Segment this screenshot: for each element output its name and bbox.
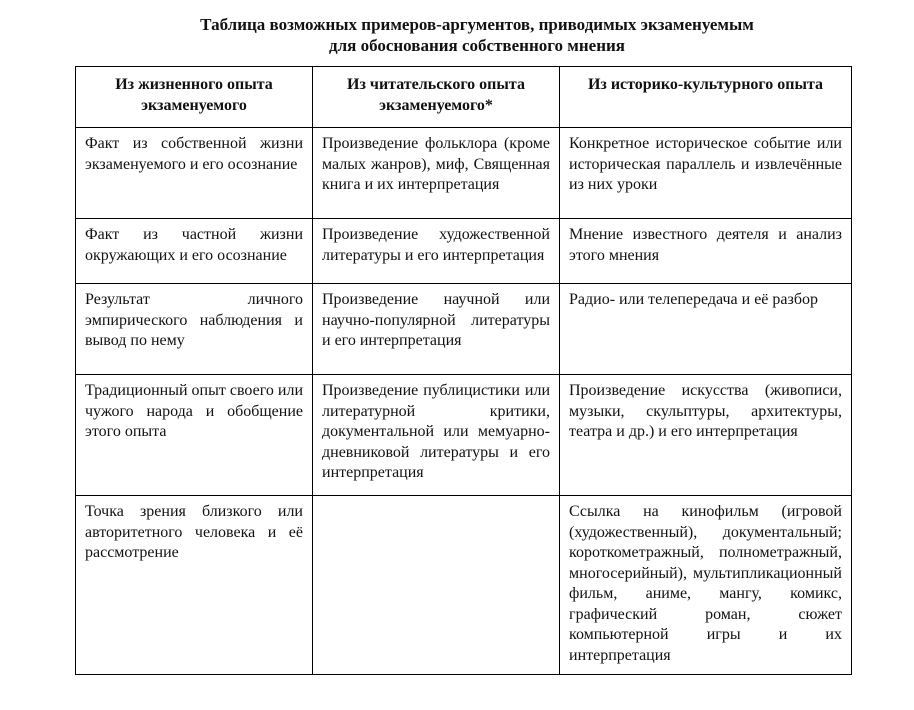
table-row — [76, 219, 852, 284]
table-cell: Конкретное историческое событие или историческая параллель и извлечённые из них уроки — [560, 128, 852, 219]
table-cell: Произведение научной или научно-популярной литературы и его интерпретация — [313, 284, 560, 375]
table-cell: Факт из собственной жизни экзаменуемого и его осознание — [76, 128, 313, 219]
table-row — [76, 496, 852, 675]
table-title — [0, 14, 914, 56]
header-life-experience: Из жизненного опыта экзаменуемого — [76, 67, 313, 128]
table-cell: Точка зрения близкого или авторитетного человека и её рассмотрение — [76, 496, 313, 675]
table-cell: Результат личного эмпирического наблюдения и вывод по нему — [76, 284, 313, 375]
table-cell: Произведение художественной литературы и его интерпретация — [313, 219, 560, 284]
table-cell: Произведение фольклора (кроме малых жанров), миф, Священная книга и их интерпретация — [313, 128, 560, 219]
table-row — [76, 375, 852, 496]
table-cell: Факт из частной жизни окружающих и его осознание — [76, 219, 313, 284]
table-cell: Произведение публицистики или литературной критики, документальной или мемуарно-дневниковой литературы и его интерпретация — [313, 375, 560, 496]
table-cell: Традиционный опыт своего или чужого народа и обобщение этого опыта — [76, 375, 313, 496]
title-line-2: для обоснования собственного мнения — [328, 36, 625, 55]
table-cell: Мнение известного деятеля и анализ этого мнения — [560, 219, 852, 284]
arguments-table — [75, 66, 852, 675]
table-cell-empty — [313, 496, 560, 675]
table-row — [76, 284, 852, 375]
table-cell: Радио- или телепередача и её разбор — [560, 284, 852, 375]
header-reading-experience: Из читательского опыта экзаменуемого* — [313, 67, 560, 128]
table-header-row — [76, 67, 852, 128]
table-cell: Ссылка на кинофильм (игровой (художественный), документальный; короткометражный, полнометражный, многосерийный), мультипликационный фильм, аниме, мангу, комикс, графический роман, сюжет компьютерной игры и их интерпретация — [560, 496, 852, 675]
header-historical-cultural-experience: Из историко-культурного опыта — [560, 67, 852, 128]
table-cell: Произведение искусства (живописи, музыки, скульптуры, архитектуры, театра и др.) и его интерпретация — [560, 375, 852, 496]
table-row — [76, 128, 852, 219]
title-line-1: Таблица возможных примеров-аргументов, приводимых экзаменуемым — [200, 15, 754, 34]
